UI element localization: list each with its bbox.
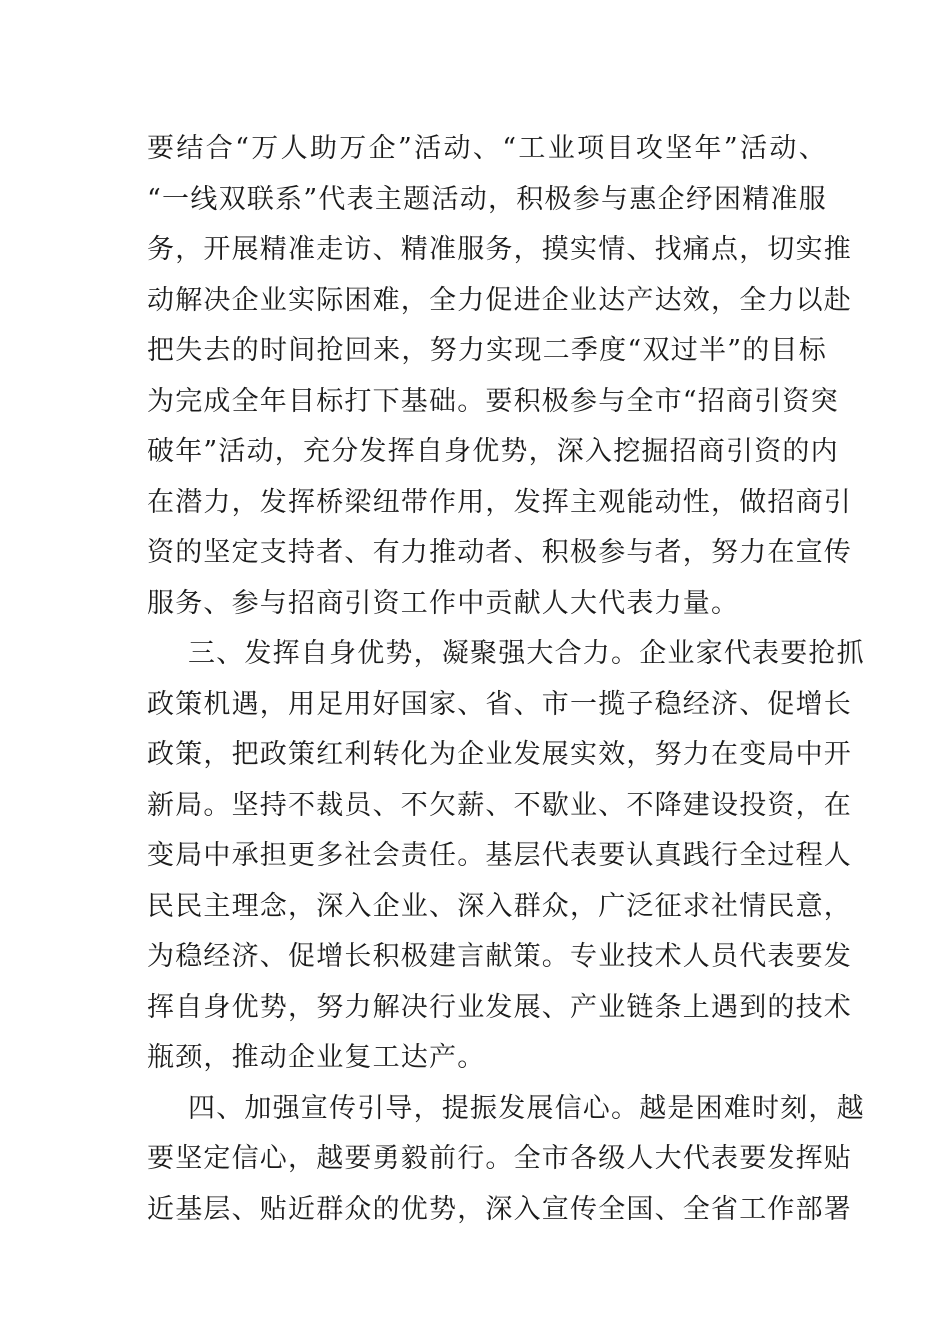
text-line: 把失去的时间抢回来，努力实现二季度“双过半”的目标	[147, 335, 827, 366]
text-line: 民民主理念，深入企业、深入群众，广泛征求社情民意，	[147, 891, 852, 922]
text-line: 变局中承担更多社会责任。基层代表要认真践行全过程人	[147, 840, 852, 871]
text-line: 要坚定信心，越要勇毅前行。全市各级人大代表要发挥贴	[147, 1143, 852, 1174]
text-line: “一线双联系”代表主题活动，积极参与惠企纾困精准服	[147, 184, 827, 215]
paragraph-heading-3: 三、发挥自身优势，凝聚强大合力。企业家代表要抢抓	[188, 638, 865, 669]
text-line: 近基层、贴近群众的优势，深入宣传全国、全省工作部署	[147, 1194, 852, 1225]
text-line: 在潜力，发挥桥梁纽带作用，发挥主观能动性，做招商引	[147, 487, 852, 518]
text-line: 动解决企业实际困难，全力促进企业达产达效，全力以赴	[147, 285, 852, 316]
text-line: 务，开展精准走访、精准服务，摸实情、找痛点，切实推	[147, 234, 852, 265]
text-line: 政策机遇，用足用好国家、省、市一揽子稳经济、促增长	[147, 689, 852, 720]
text-line: 资的坚定支持者、有力推动者、积极参与者，努力在宣传	[147, 537, 852, 568]
text-line: 挥自身优势，努力解决行业发展、产业链条上遇到的技术	[147, 992, 852, 1023]
paragraph-last-line: 服务、参与招商引资工作中贡献人大代表力量。	[147, 588, 740, 619]
paragraph-heading-4: 四、加强宣传引导，提振发展信心。越是困难时刻，越	[188, 1093, 865, 1124]
text-line: 新局。坚持不裁员、不欠薪、不歇业、不降建设投资，在	[147, 790, 852, 821]
paragraph-last-line: 瓶颈，推动企业复工达产。	[147, 1042, 486, 1073]
text-line: 破年”活动，充分发挥自身优势，深入挖掘招商引资的内	[147, 436, 839, 467]
text-line: 为完成全年目标打下基础。要积极参与全市“招商引资突	[147, 386, 839, 417]
text-line: 为稳经济、促增长积极建言献策。专业技术人员代表要发	[147, 941, 852, 972]
text-line: 要结合“万人助万企”活动、“工业项目攻坚年”活动、	[147, 133, 827, 164]
text-line: 政策，把政策红利转化为企业发展实效，努力在变局中开	[147, 739, 852, 770]
